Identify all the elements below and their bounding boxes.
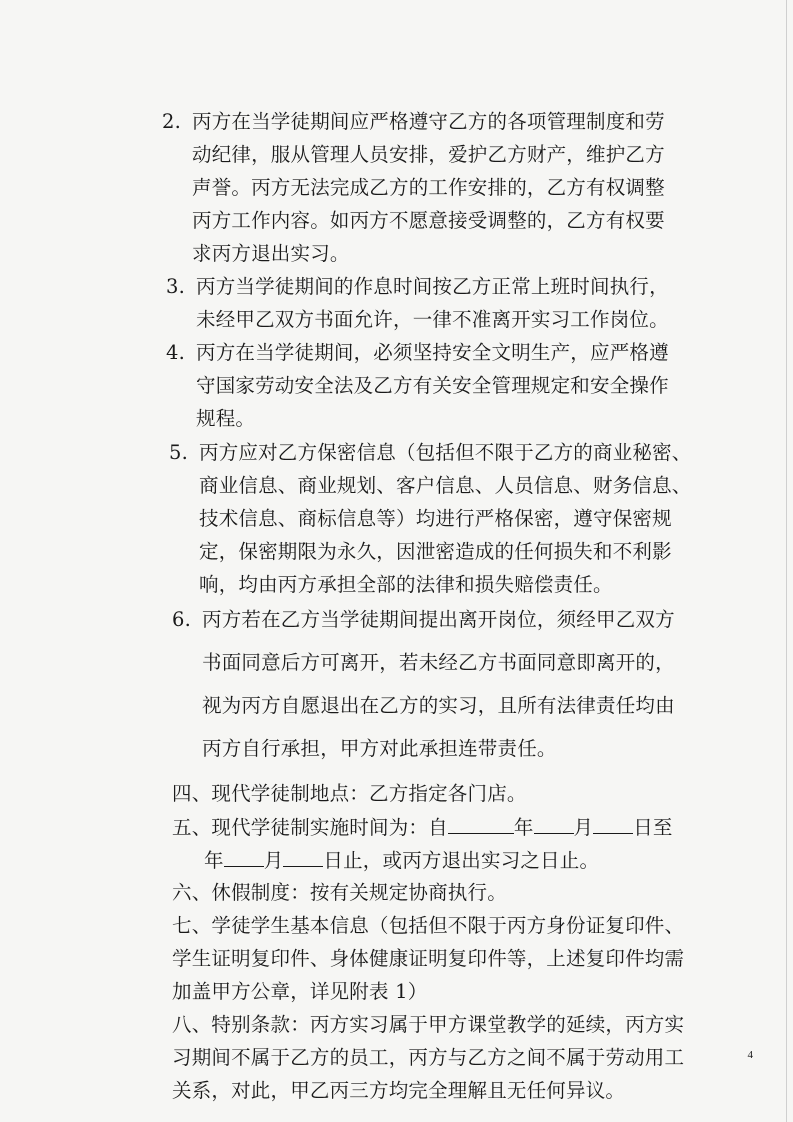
item-3-line-2: 未经甲乙双方书面允许，一律不准离开实习工作岗位。 — [196, 308, 669, 331]
item-4-line-2: 守国家劳动安全法及乙方有关安全管理规定和安全操作 — [196, 374, 669, 397]
section-8-line-1: 八、特别条款：丙方实习属于甲方课堂教学的延续，丙方实 — [172, 1013, 685, 1036]
section-5-line-2: 年 月 日止，或丙方退出实习之日止。 — [204, 846, 599, 875]
item-5-number: 5. — [169, 441, 189, 464]
item-6-line-1: 6. 丙方若在乙方当学徒期间提出离开岗位，须经甲乙双方 — [172, 606, 675, 634]
item-2-line-3: 声誉。丙方无法完成乙方的工作安排的，乙方有权调整 — [192, 176, 665, 199]
page-number: 4 — [747, 1049, 753, 1061]
section-7-line-1: 七、学徒学生基本信息（包括但不限于丙方身份证复印件、 — [172, 914, 685, 937]
section-7-line-2: 学生证明复印件、身体健康证明复印件等，上述复印件均需 — [172, 947, 685, 970]
item-6-line-3: 视为丙方自愿退出在乙方的实习，且所有法律责任均由 — [202, 694, 675, 717]
item-2-line-1: 2. 丙方在当学徒期间应严格遵守乙方的各项管理制度和劳 — [162, 108, 665, 136]
item-2-line-2: 动纪律，服从管理人员安排，爱护乙方财产，维护乙方 — [192, 143, 665, 166]
item-4-line-1: 4. 丙方在当学徒期间，必须坚持安全文明生产，应严格遵 — [166, 339, 669, 367]
item-2-number: 2. — [162, 110, 182, 133]
month-blank[interactable] — [534, 813, 574, 834]
item-6-line-2: 书面同意后方可离开，若未经乙方书面同意即离开的， — [202, 651, 675, 674]
item-5-line-1: 5. 丙方应对乙方保密信息（包括但不限于乙方的商业秘密、 — [169, 439, 692, 467]
end-day-blank[interactable] — [283, 846, 323, 867]
day-blank[interactable] — [593, 813, 633, 834]
end-month-blank[interactable] — [224, 846, 264, 867]
item-5-line-4: 定，保密期限为永久，因泄密造成的任何损失和不利影 — [199, 540, 672, 563]
item-5-line-5: 响，均由丙方承担全部的法律和损失赔偿责任。 — [199, 573, 613, 596]
item-4-line-3: 规程。 — [196, 407, 256, 430]
year-blank[interactable] — [448, 813, 514, 834]
item-4-number: 4. — [166, 341, 186, 364]
section-4: 四、现代学徒制地点：乙方指定各门店。 — [172, 782, 527, 805]
section-8-line-2: 习期间不属于乙方的员工，丙方与乙方之间不属于劳动用工 — [172, 1046, 685, 1069]
item-2-line-5: 求丙方退出实习。 — [192, 242, 350, 265]
section-8-line-3: 关系，对此，甲乙丙三方均完全理解且无任何异议。 — [172, 1079, 626, 1102]
section-6: 六、休假制度：按有关规定协商执行。 — [172, 881, 507, 904]
item-2-line-4: 丙方工作内容。如丙方不愿意接受调整的，乙方有权要 — [192, 209, 665, 232]
item-6-number: 6. — [172, 608, 192, 631]
section-5-line-1: 五、现代学徒制实施时间为：自 年 月 日至 — [172, 813, 673, 842]
item-3-number: 3. — [166, 275, 186, 298]
section-7-line-3: 加盖甲方公章，详见附表 1） — [172, 980, 428, 1003]
item-3-line-1: 3. 丙方当学徒期间的作息时间按乙方正常上班时间执行， — [166, 273, 669, 301]
item-5-line-3: 技术信息、商标信息等）均进行严格保密，遵守保密规 — [199, 507, 672, 530]
page-edge — [786, 0, 787, 1122]
item-6-line-4: 丙方自行承担，甲方对此承担连带责任。 — [202, 737, 557, 760]
item-5-line-2: 商业信息、商业规划、客户信息、人员信息、财务信息、 — [199, 474, 692, 497]
